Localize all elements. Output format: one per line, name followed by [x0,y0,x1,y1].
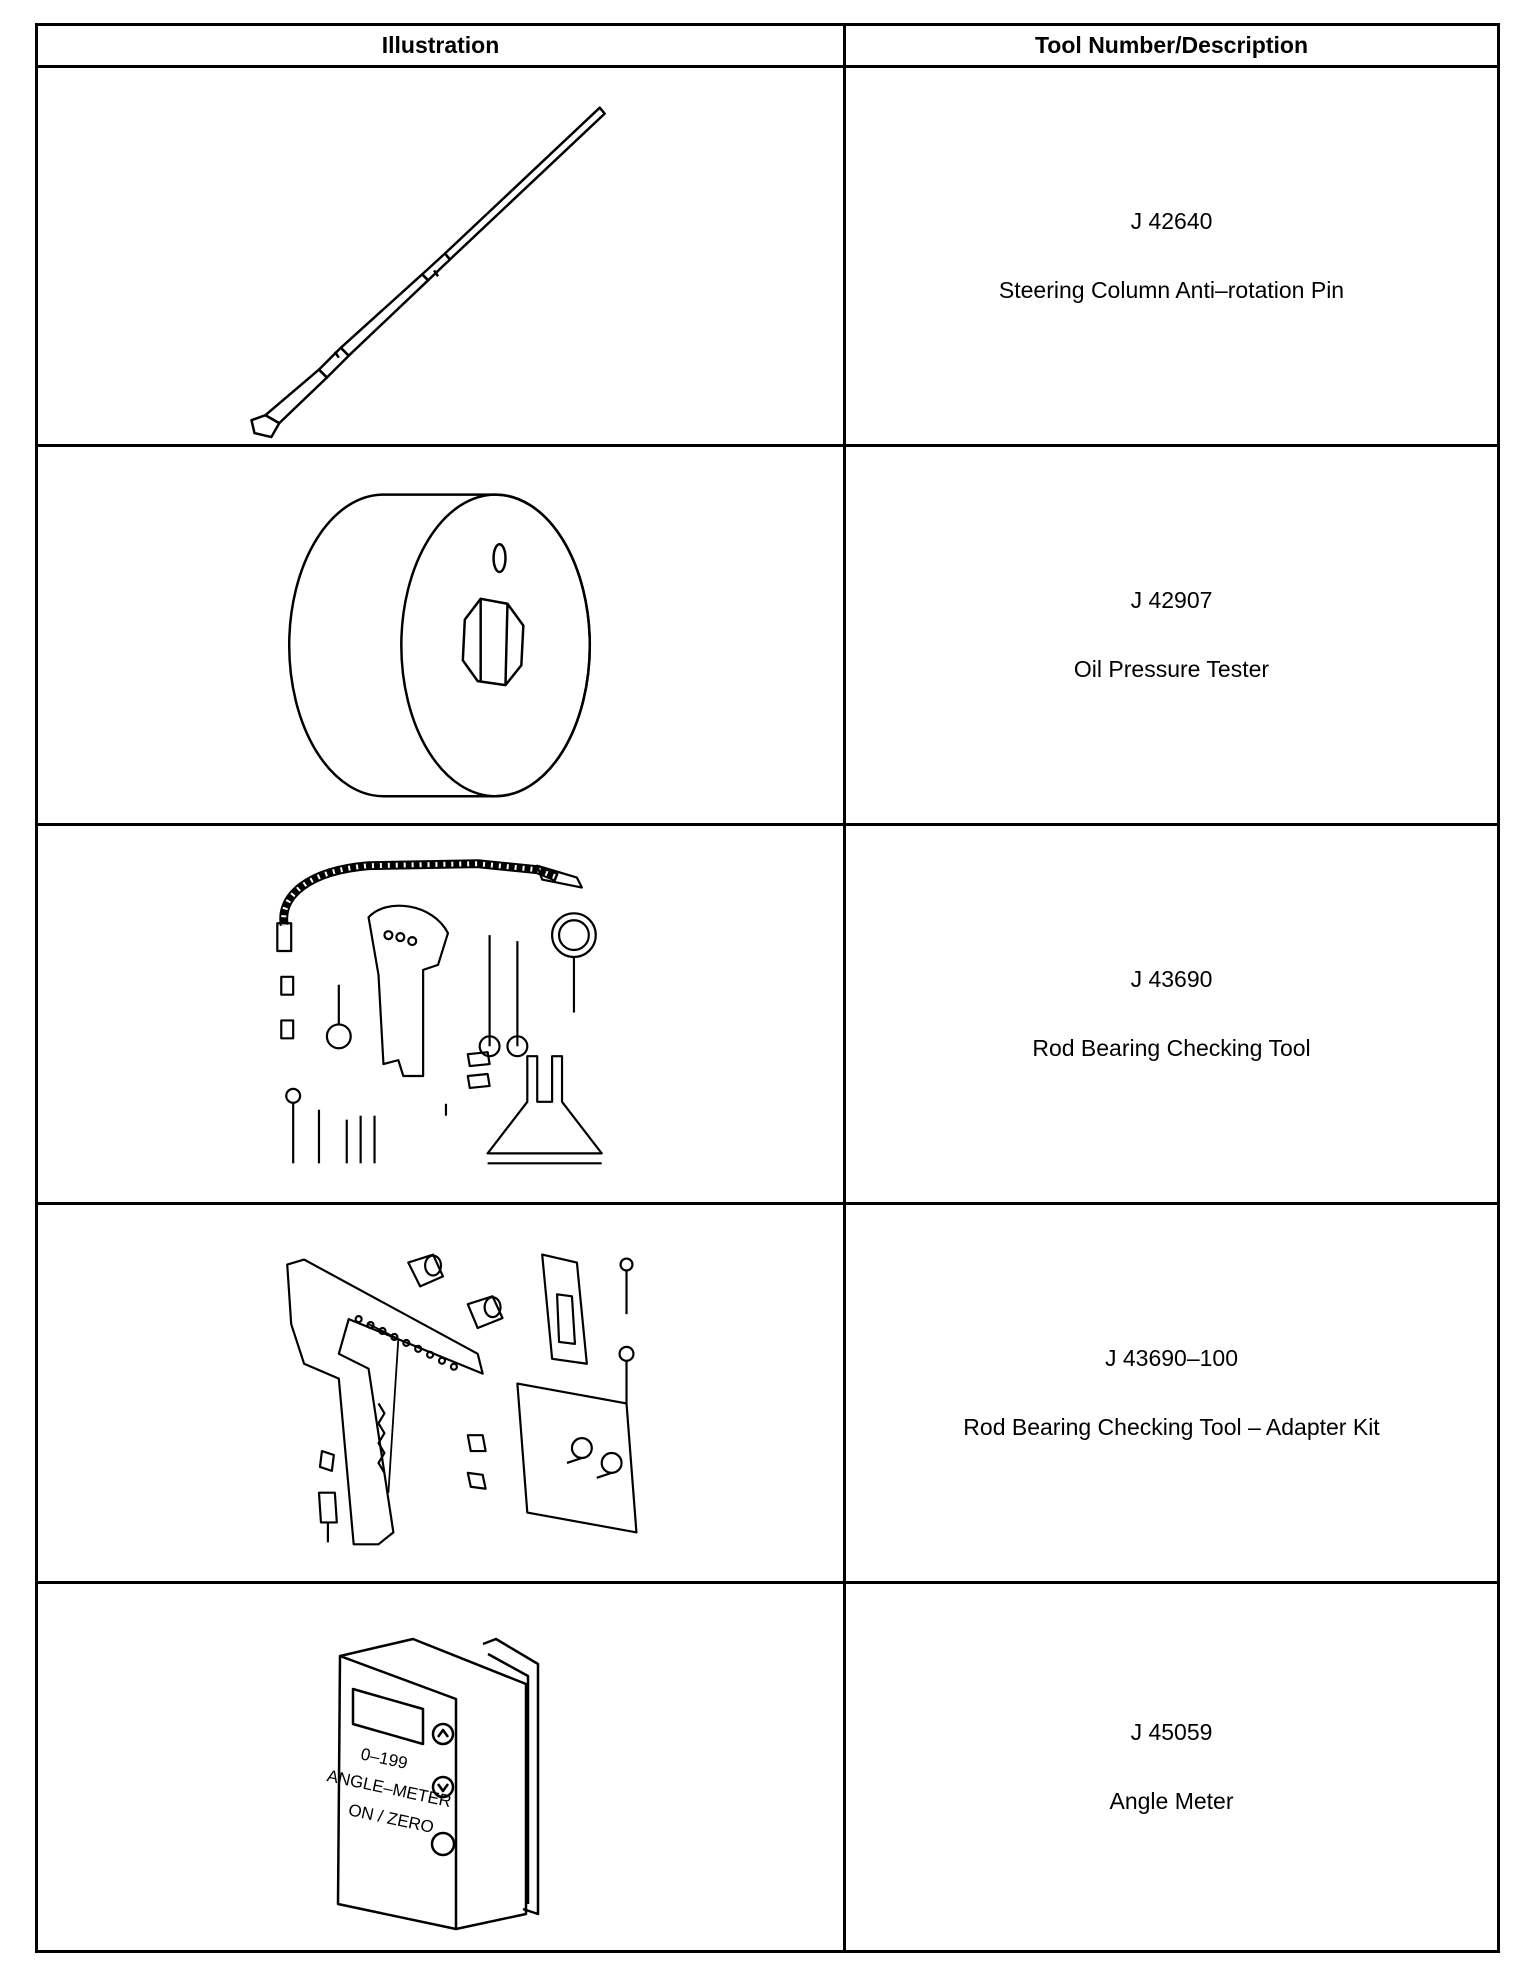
anti-rotation-pin-illustration [38,68,843,444]
tool-number: J 42640 [1130,208,1213,234]
tool-number-description-header: Tool Number/Description [1034,32,1309,58]
illustration-header: Illustration [381,32,500,58]
oil-pressure-tester-icon [38,447,843,823]
table-row [38,68,1497,447]
angle-meter-button-label: ON / ZERO [346,1800,436,1837]
angle-meter-illustration [38,1584,843,1950]
rod-bearing-checking-tool-illustration [38,826,843,1202]
tool-description: Angle Meter [1109,1788,1234,1814]
tool-number: J 43690–100 [1104,1345,1238,1371]
tool-number: J 45059 [1130,1719,1213,1745]
table-header [38,26,1497,68]
tool-number: J 43690 [1130,966,1213,992]
adapter-kit-illustration [38,1205,843,1581]
angle-meter-icon [38,1584,843,1950]
tools-table [35,23,1500,1953]
rod-bearing-checking-tool-icon [38,826,843,1202]
table-row [38,1584,1497,1950]
angle-meter-name-label: ANGLE–METER [325,1766,454,1812]
oil-pressure-tester-illustration [38,447,843,823]
angle-meter-range-label: 0–199 [359,1744,410,1773]
anti-rotation-pin-icon [38,68,843,444]
tool-description: Oil Pressure Tester [1073,656,1270,682]
adapter-kit-icon [38,1205,843,1581]
table-row [38,826,1497,1205]
tool-number: J 42907 [1130,587,1213,613]
table-row [38,447,1497,826]
tool-description: Steering Column Anti–rotation Pin [998,277,1345,303]
table-row [38,1205,1497,1584]
tool-description: Rod Bearing Checking Tool [1032,1035,1311,1061]
tool-description: Rod Bearing Checking Tool – Adapter Kit [963,1414,1380,1440]
